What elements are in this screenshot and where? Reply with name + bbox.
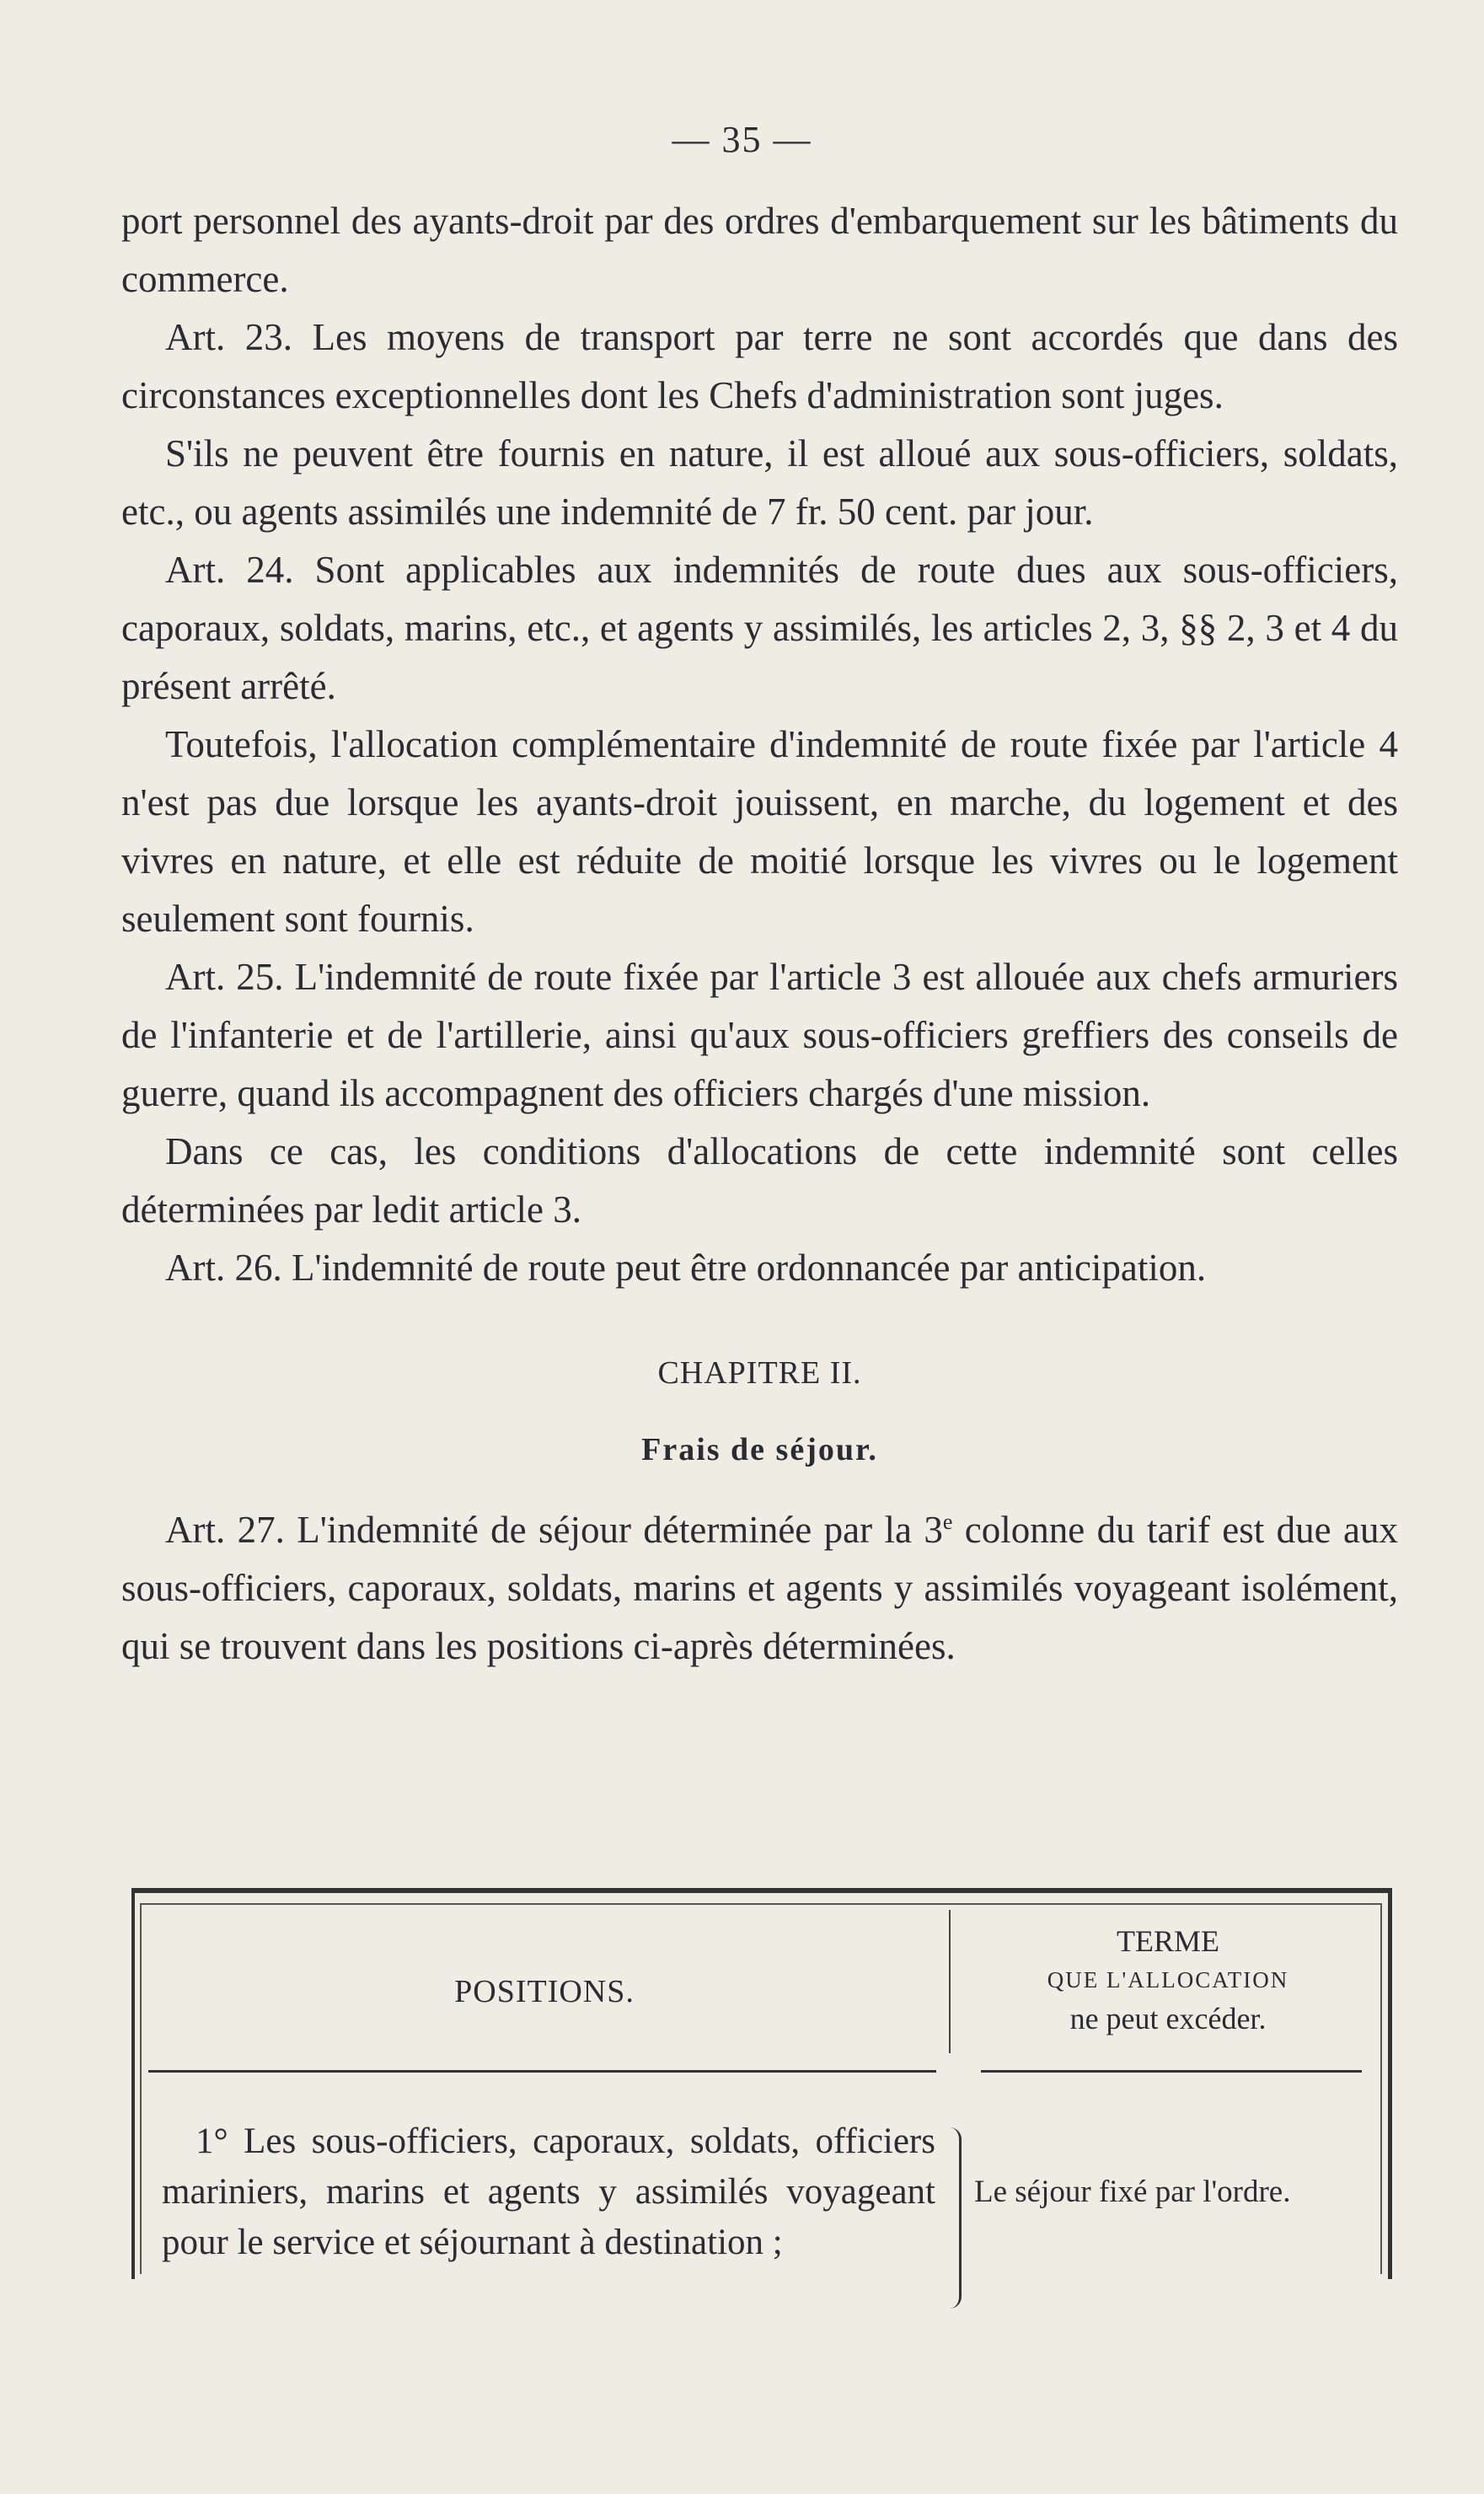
art27-superscript: e	[942, 1510, 953, 1534]
positions-table	[131, 1888, 1392, 2279]
paragraph-art-24-cont: Toutefois, l'allocation complémentaire d'indemnité de route fixée par l'article 4 n'est pas due lorsque les ayants-droit jouissent, en marche, du logement et des vivres en nature, et elle est réduite de moitié lorsque les vivres ou le logement seulement sont fournis.	[121, 723, 1398, 940]
section-title: Frais de séjour.	[641, 1432, 878, 1467]
paragraph-art-27	[121, 1501, 1398, 1676]
table-border-left	[131, 1893, 135, 2279]
row-1-position-text: 1° Les sous-officiers, caporaux, soldats, officiers mariniers, marins et agents y assimilés voyageant pour le service et séjournant à destination ;	[162, 2121, 935, 2262]
paragraph-art-23: Art. 23. Les moyens de transport par terre ne sont accordés que dans des circonstances exceptionnelles dont les Chefs d'administration sont juges.	[121, 316, 1398, 416]
paragraph-art-25-cont: Dans ce cas, les conditions d'allocations de cette indemnité sont celles déterminées par ledit article 3.	[121, 1130, 1398, 1231]
row-1-terme: Le séjour fixé par l'ordre.	[974, 2175, 1291, 2209]
header-terme-line3: ne peut excéder.	[1069, 2002, 1267, 2035]
table-border-right	[1388, 1893, 1392, 2279]
art27-text-a: Art. 27. L'indemnité de séjour déterminée par la 3	[165, 1509, 943, 1551]
row-1-position	[162, 2116, 935, 2268]
header-positions: POSITIONS.	[454, 1974, 635, 2009]
header-terme	[962, 1922, 1374, 2038]
paragraph-continuation: port personnel des ayants-droit par des ordres d'embarquement sur les bâtiments du commerce.	[121, 200, 1398, 300]
paragraph-art-23-cont: S'ils ne peuvent être fournis en nature, il est alloué aux sous-officiers, soldats, etc., ou agents assimilés une indemnité de 7 fr. 50 cent. par jour.	[121, 432, 1398, 533]
table-border-top-inner	[140, 1903, 1382, 1905]
column-separator	[949, 1910, 951, 2053]
paragraph-art-24: Art. 24. Sont applicables aux indemnités de route dues aux sous-officiers, caporaux, soldats, marins, etc., et agents y assimilés, les articles 2, 3, §§ 2, 3 et 4 du présent arrêté.	[121, 549, 1398, 707]
body-text	[121, 192, 1398, 1676]
header-terme-line1: TERME	[1117, 1924, 1219, 1958]
table-border-left-inner	[140, 1903, 142, 2274]
header-terme-line2: QUE L'ALLOCATION	[1047, 1967, 1289, 1993]
art27-text-b: colonne du tarif est due aux sous-officiers, caporaux, soldats, marins et agents y assimilés voyageant isolément, qui se trouvent dans les positions ci-après déterminées.	[121, 1509, 1398, 1667]
chapter-heading: CHAPITRE II.	[657, 1355, 862, 1391]
page-number: — 35 —	[672, 119, 812, 160]
right-brace	[947, 2127, 962, 2309]
header-rule-positions	[148, 2070, 936, 2073]
paragraph-art-26: Art. 26. L'indemnité de route peut être ordonnancée par anticipation.	[165, 1247, 1207, 1289]
paragraph-art-25: Art. 25. L'indemnité de route fixée par l'article 3 est allouée aux chefs armuriers de l'infanterie et de l'artillerie, ainsi qu'aux sous-officiers greffiers des conseils de guerre, quand ils accompagnent des officiers chargés d'une mission.	[121, 956, 1398, 1114]
table-border-right-inner	[1380, 1903, 1382, 2274]
header-rule-terme	[981, 2070, 1362, 2073]
